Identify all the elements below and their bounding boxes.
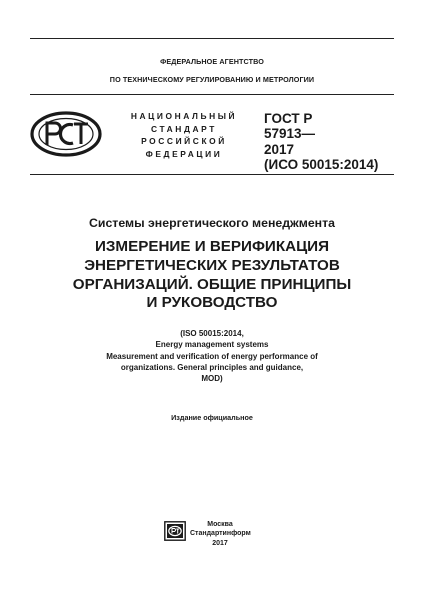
rst-logo-icon [28, 110, 104, 158]
standard-type-line: СТАНДАРТ [151, 123, 217, 134]
english-reference-line: Energy management systems [155, 340, 269, 350]
header-rule [30, 94, 394, 95]
designation-line: ГОСТ Р [264, 111, 313, 126]
series-title: Системы энергетического менеджмента [89, 216, 335, 230]
title-line: ОРГАНИЗАЦИЙ. ОБЩИЕ ПРИНЦИПЫ [72, 275, 352, 293]
agency-line-2: ПО ТЕХНИЧЕСКОМУ РЕГУЛИРОВАНИЮ И МЕТРОЛОГИИ [109, 75, 315, 84]
top-rule [30, 38, 394, 39]
designation-line: (ИСО 50015:2014) [264, 156, 379, 172]
designation-rule [30, 174, 394, 175]
publisher-block [190, 520, 250, 548]
english-reference [0, 328, 424, 384]
english-reference-line: MOD) [201, 374, 223, 384]
title-line: ИЗМЕРЕНИЕ И ВЕРИФИКАЦИЯ [94, 238, 330, 255]
publisher-year: 2017 [212, 539, 228, 547]
standard-designation [264, 111, 394, 172]
english-reference-line: Measurement and verification of energy performance of [106, 351, 318, 361]
agency-line-1: ФЕДЕРАЛЬНОЕ АГЕНТСТВО [160, 57, 264, 66]
publisher-name: Стандартинформ [190, 530, 251, 538]
title-line: ЭНЕРГЕТИЧЕСКИХ РЕЗУЛЬТАТОВ [84, 256, 340, 274]
publisher-city: Москва [207, 521, 233, 528]
standartinform-logo-icon [164, 521, 186, 541]
standard-type-line: РОССИЙСКОЙ [141, 136, 227, 147]
title-line: И РУКОВОДСТВО [146, 294, 278, 312]
standard-type-line: НАЦИОНАЛЬНЫЙ [130, 111, 238, 121]
english-reference-line: organizations. General principles and guidance, [120, 362, 304, 372]
designation-line: 57913— [264, 126, 316, 142]
designation-line: 2017 [264, 141, 295, 157]
standard-type-line: ФЕДЕРАЦИИ [145, 148, 223, 159]
edition-label: Издание официальное [171, 413, 253, 422]
standard-type-block [122, 110, 246, 160]
document-title [0, 238, 424, 313]
english-reference-line: (ISO 50015:2014, [180, 329, 244, 338]
